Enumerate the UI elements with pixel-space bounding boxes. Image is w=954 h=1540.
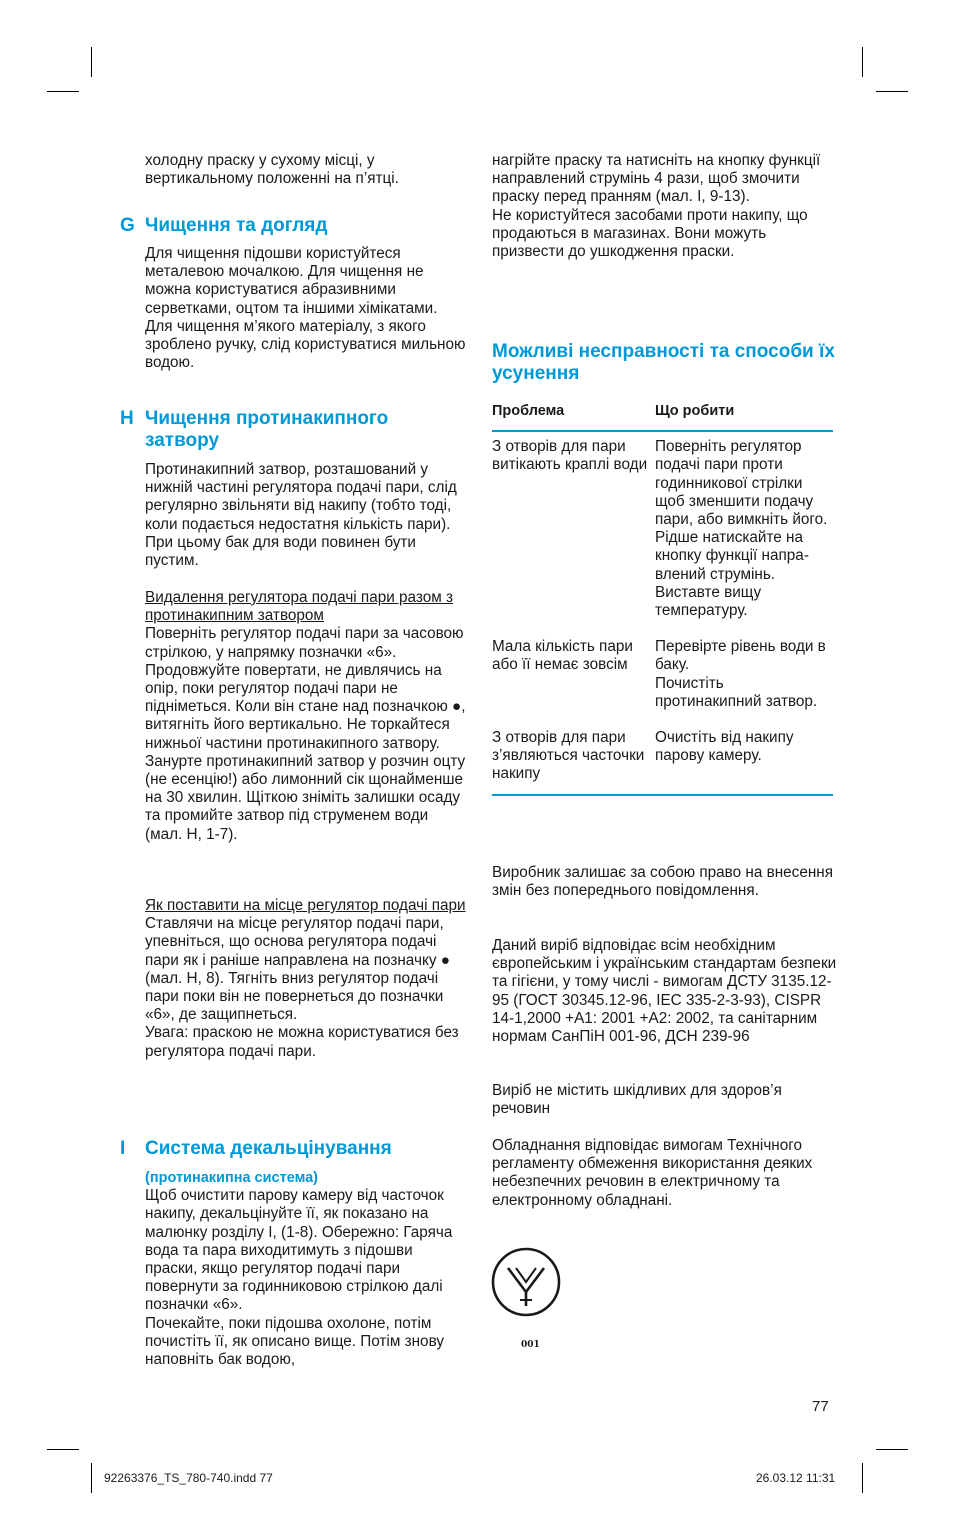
removal-block (145, 589, 467, 844)
mark-number: 001 (521, 1340, 540, 1350)
notice-text: Обладнання відповідає вимогам Технічного регламенту обмеження використання деяких небезпечних речовин в електричному та електронному обладнані. (492, 1137, 813, 1209)
removal-text: Поверніть регулятор подачі пари за часовою стрілкою, у напрямку позначки «6». Продовжуйте повертати, не дивлячись на опір, поки регулятор подачі пари не підніметься. Коли він стане над позначкою ●, витягніть його вертикально. Не торкайтеся нижньої частини протинакипного затвору. Занурте протинакипний затвор у розчин оцту (не есенцію!) або лимонний сік щонайменше на 30 хвилин. Щіткою зніміть залишки осаду та промийте затвор під струменем води (мал. H, 1-7). (145, 625, 466, 843)
table-row (492, 638, 833, 729)
problem-cell: З отворів для пари з’являються часточки накипу (492, 729, 655, 795)
section-title: Чищення протинакипного затвору (145, 408, 389, 451)
install-text: Ставлячи на місце регулятор подачі пари, упевніться, що основа регулятора подачі пари як і раніше направлена на позначку ● (мал. H, 8). Тягніть вниз регулятор подачі пари поки він не повернеться до позначки «6», де защипнеться. (145, 915, 450, 1024)
intro-text: холодну праску у сухому місці, у вертикальному положенні на п’ятці. (145, 152, 399, 188)
table-row (492, 729, 833, 795)
table-row (492, 431, 833, 638)
notice-text: Даний виріб відповідає всім необхідним європейським і українським стандартам безпеки та гігієни, у тому числі - вимогам ДСТУ 3135.12-95 (ГОСТ 30345.12-96, IEC 335-2-3-93), CISPR 14-1,2000 +A1: 2001 +A2: 2002, та санітарним нормам СанПіН 001-96, ДСН 239-96 (492, 937, 837, 1046)
continuation-text: нагрійте праску та натисніть на кнопку функції направлений струмінь 4 рази, щоб змочити праску перед пранням (мал. I, 9-13). (492, 152, 821, 206)
dot-icon: ● (452, 698, 462, 716)
table-header-row (492, 402, 833, 431)
crop-mark (876, 91, 908, 92)
crop-mark (862, 1463, 863, 1493)
no-cleaners-text: Не користуйтеся засобами проти накипу, що продаються в магазинах. Вони можуть призвести до ушкодження праски. (492, 206, 808, 261)
notice-text: Виріб не містить шкідливих для здоров’я речовин (492, 1082, 782, 1118)
install-block (145, 897, 467, 1061)
column-header: Що робити (655, 402, 833, 431)
section-i-subtitle: (протинакипна система) (145, 1170, 319, 1186)
crop-mark (91, 1463, 92, 1493)
crop-mark (47, 1449, 79, 1450)
troubleshooting-title: Можливі несправності та способи їх усунення (492, 341, 835, 384)
warning-text: Увага: праскою не можна користуватися без регулятора подачі пари. (145, 1024, 459, 1060)
footer-file: 92263376_TS_780-740.indd 77 (104, 1471, 273, 1485)
section-h-text: Протинакипний затвор, розташований у нижній частині регулятора подачі пари, слід регулярно звільняти від накипу (тобто тоді, коли подається недостатня кількість пари). При цьому бак для води повинен бути пустим. (145, 461, 457, 570)
footer-date: 26.03.12 11:31 (756, 1471, 836, 1485)
notice-text: Виробник залишає за собою право на внесення змін без попереднього повідомлення. (492, 864, 834, 900)
crop-mark (47, 91, 79, 92)
problem-cell: Мала кількість пари або її немає зовсім (492, 638, 633, 674)
continuation-block (492, 152, 837, 261)
section-letter: H (120, 408, 134, 429)
action-cell: Поверніть регулятор подачі пари проти годинникової стрілки щоб зменшити подачу пари, або вимкніть його. Рідше натискайте на кнопку функції направлений струмінь. Виставте вищу температуру. (655, 438, 828, 620)
section-i-text: Щоб очистити парову камеру від часточок накипу, декальцінуйте її, як показано на малюнку розділу I, (1-8). Обережно: Гаряча вода та пара виходитимуть з підошви праски, якщо регулятор подачі пари повернути за годинниковою стрілкою далі позначки «6». (145, 1187, 453, 1314)
dot-icon: ● (440, 951, 450, 969)
column-header: Проблема (492, 402, 655, 431)
section-g-text: Для чищення підошви користуйтеся металевою мочалкою. Для чищення не можна користуватися абразивними серветками, оцтом та іншими хімікатами. Для чищення м’якого матеріалу, з якого зроблено ручку, слід користуватися мильною водою. (145, 245, 466, 372)
crop-mark (91, 47, 92, 77)
troubleshooting-table (492, 402, 833, 796)
action-cell: Очистіть від накипу парову камеру. (655, 729, 833, 795)
removal-title: Видалення регулятора подачі пари разом з протинакипним затвором (145, 589, 453, 625)
section-title: Чищення та догляд (145, 215, 328, 236)
section-title: Система декальцінування (145, 1138, 392, 1159)
install-title: Як поставити на місце регулятор подачі пари (145, 897, 466, 914)
section-letter: I (120, 1138, 126, 1159)
crop-mark (876, 1449, 908, 1450)
section-letter: G (120, 215, 135, 236)
section-i-body (145, 1169, 467, 1369)
page-number: 77 (812, 1398, 829, 1415)
crop-mark (862, 47, 863, 77)
problem-cell: З отворів для пари витікають краплі води (492, 438, 648, 474)
ukrainian-conformity-mark-icon (490, 1246, 562, 1323)
action-cell: Перевірте рівень води в баку. Почистіть протинакипний затвор. (655, 638, 826, 710)
section-i-text: Почекайте, поки підошва охолоне, потім почистіть її, як описано вище. Потім знову наповніть бак водою, (145, 1314, 445, 1369)
